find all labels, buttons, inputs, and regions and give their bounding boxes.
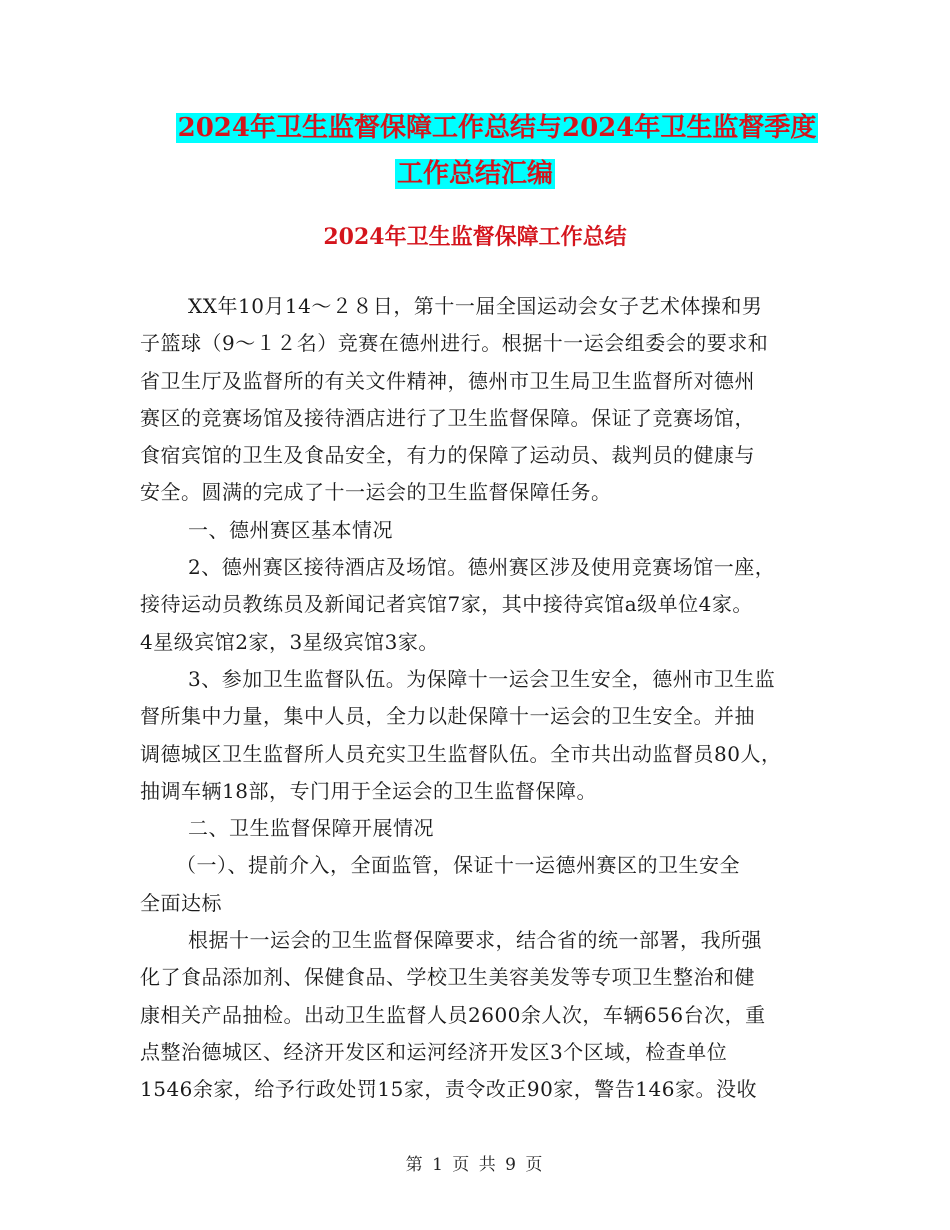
subsection-heading: （一）、提前介入，全面监管，保证十一运德州赛区的卫生安全 [176, 853, 740, 878]
paragraph-line: 食宿宾馆的卫生及食品安全，有力的保障了运动员、裁判员的健康与 [140, 443, 755, 468]
paragraph-line: 抽调车辆18部，专门用于全运会的卫生监督保障。 [140, 778, 597, 803]
paragraph-line: 根据十一运会的卫生监督保障要求，结合省的统一部署，我所强 [188, 928, 762, 953]
paragraph-line: 调德城区卫生监督所人员充实卫生监督队伍。全市共出动监督员80人， [140, 741, 782, 766]
paragraph-line: 4星级宾馆2家，3星级宾馆3家。 [140, 629, 439, 654]
subsection-heading: 全面达标 [140, 890, 222, 915]
document-title-line-1 [22, 108, 950, 148]
section-heading: 二、卫生监督保障开展情况 [188, 816, 434, 841]
paragraph-line: 3、参加卫生监督队伍。为保障十一运会卫生安全，德州市卫生监 [188, 666, 776, 691]
paragraph-line: 省卫生厅及监督所的有关文件精神，德州市卫生局卫生监督所对德州 [140, 368, 755, 393]
paragraph-line: 接待运动员教练员及新闻记者宾馆7家，其中接待宾馆a级单位4家。 [140, 592, 753, 617]
section-title: 2024年卫生监督保障工作总结 [323, 224, 627, 250]
paragraph-line: 安全。圆满的完成了十一运会的卫生监督保障任务。 [140, 480, 612, 505]
page-number-footer: 第 1 页 共 9 页 [405, 1155, 545, 1175]
paragraph-line: 赛区的竞赛场馆及接待酒店进行了卫生监督保障。保证了竞赛场馆， [140, 405, 755, 430]
paragraph-line: XX年10月14～２８日，第十一届全国运动会女子艺术体操和男 [188, 294, 763, 318]
section-heading: 一、德州赛区基本情况 [188, 517, 393, 542]
paragraph-line: 点整治德城区、经济开发区和运河经济开发区3个区域，检查单位 [140, 1039, 728, 1064]
paragraph-line: 康相关产品抽检。出动卫生监督人员2600余人次，车辆656台次，重 [140, 1002, 766, 1027]
body-text [140, 288, 820, 1109]
title-highlight-2: 工作总结汇编 [396, 159, 553, 189]
paragraph-line: 化了食品添加剂、保健食品、学校卫生美容美发等专项卫生整治和健 [140, 965, 755, 990]
paragraph-line: 督所集中力量，集中人员，全力以赴保障十一运会的卫生安全。并抽 [140, 704, 755, 729]
paragraph-line: 1546余家，给予行政处罚15家，责令改正90家，警告146家。没收 [140, 1077, 757, 1102]
document-title-line-2 [0, 154, 950, 194]
paragraph-line: 子篮球（9～１２名）竞赛在德州进行。根据十一运会组委会的要求和 [140, 331, 769, 356]
title-highlight-1: 2024年卫生监督保障工作总结与2024年卫生监督季度 [177, 113, 817, 143]
paragraph-line: 2、德州赛区接待酒店及场馆。德州赛区涉及使用竞赛场馆一座， [188, 555, 776, 580]
